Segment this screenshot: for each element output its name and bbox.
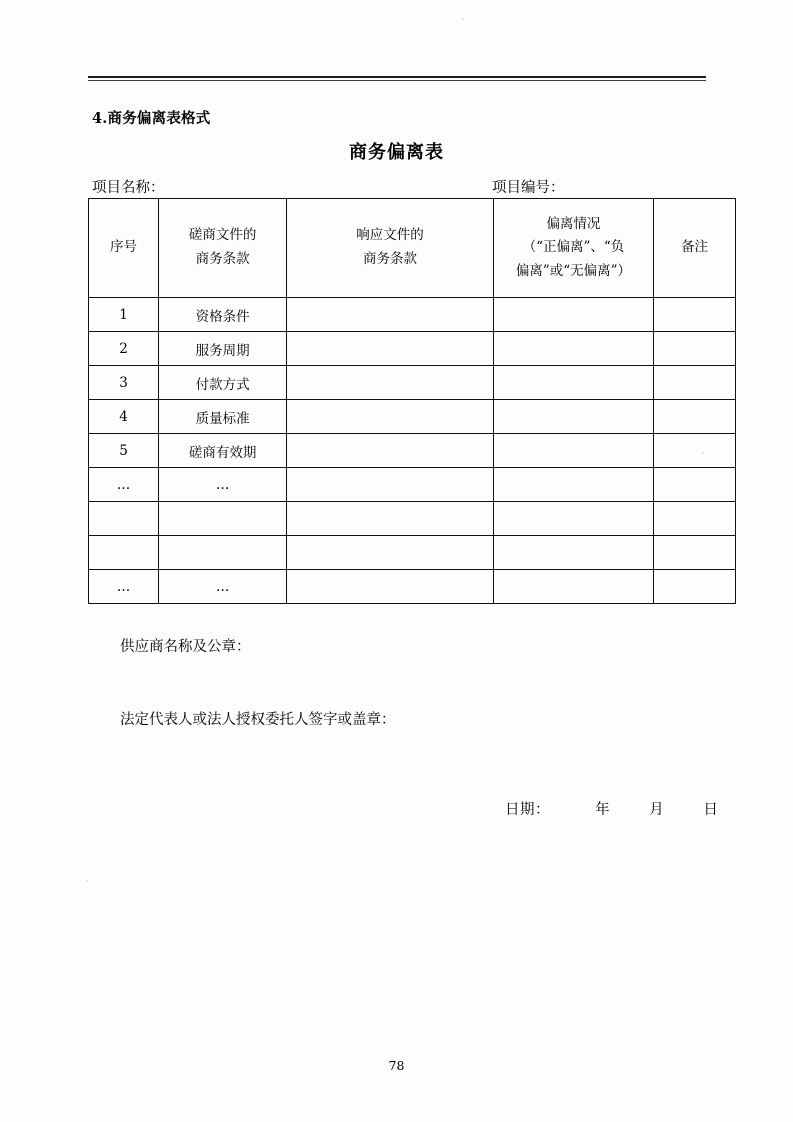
cell-response[interactable] xyxy=(287,536,494,570)
header-rule-thin xyxy=(88,80,706,81)
cell-seq: 2 xyxy=(89,332,159,366)
header-cell-negotiation-clause xyxy=(159,199,287,298)
date-day-label: 日 xyxy=(703,802,719,818)
page-number: 78 xyxy=(388,1058,405,1073)
cell-clause[interactable] xyxy=(159,502,287,536)
table-row xyxy=(89,468,736,502)
cell-remark[interactable] xyxy=(654,468,736,502)
cell-remark[interactable] xyxy=(654,400,736,434)
header-negotiation-line2: 商务条款 xyxy=(195,251,250,267)
cell-deviation[interactable] xyxy=(493,434,653,468)
header-cell-seq: 序号 xyxy=(89,199,159,298)
cell-remark[interactable] xyxy=(654,502,736,536)
header-cell-deviation xyxy=(493,199,653,298)
cell-deviation[interactable] xyxy=(493,298,653,332)
cell-response[interactable] xyxy=(287,434,494,468)
scan-speck xyxy=(462,18,464,20)
cell-clause: 磋商有效期 xyxy=(159,434,287,468)
header-deviation-line1: 偏离情况 xyxy=(546,215,601,232)
supplier-seal-label: 供应商名称及公章： xyxy=(120,639,251,655)
cell-seq: 3 xyxy=(89,366,159,400)
date-month-label: 月 xyxy=(649,802,665,818)
cell-seq: 5 xyxy=(89,434,159,468)
cell-deviation[interactable] xyxy=(493,502,653,536)
cell-deviation[interactable] xyxy=(493,536,653,570)
header-negotiation-line1: 磋商文件的 xyxy=(188,227,257,244)
cell-response[interactable] xyxy=(287,366,494,400)
table-row xyxy=(89,366,736,400)
cell-seq[interactable] xyxy=(89,502,159,536)
cell-deviation[interactable] xyxy=(493,366,653,400)
cell-clause: 质量标准 xyxy=(159,400,287,434)
cell-seq[interactable] xyxy=(89,536,159,570)
table-row xyxy=(89,502,736,536)
cell-clause: 资格条件 xyxy=(159,298,287,332)
table-header-row xyxy=(89,199,736,298)
cell-remark[interactable] xyxy=(654,366,736,400)
cell-seq: 4 xyxy=(89,400,159,434)
header-cell-remark: 备注 xyxy=(654,199,736,298)
table-row xyxy=(89,400,736,434)
date-line xyxy=(505,798,752,819)
scan-speck xyxy=(702,452,704,454)
table-row xyxy=(89,332,736,366)
section-heading: 4.商务偏离表格式 xyxy=(92,110,211,127)
table-row xyxy=(89,570,736,604)
cell-deviation[interactable] xyxy=(493,468,653,502)
cell-remark[interactable] xyxy=(654,536,736,570)
cell-clause: 付款方式 xyxy=(159,366,287,400)
cell-deviation[interactable] xyxy=(493,570,653,604)
cell-response[interactable] xyxy=(287,570,494,604)
cell-seq: … xyxy=(89,468,159,502)
header-response-line1: 响应文件的 xyxy=(356,227,424,244)
cell-remark[interactable] xyxy=(654,434,736,468)
cell-response[interactable] xyxy=(287,400,494,434)
signature-block xyxy=(120,635,396,729)
cell-deviation[interactable] xyxy=(493,400,653,434)
header-cell-response-clause xyxy=(287,199,494,298)
cell-response[interactable] xyxy=(287,468,494,502)
cell-remark[interactable] xyxy=(654,298,736,332)
deviation-table xyxy=(88,198,736,604)
cell-remark[interactable] xyxy=(654,570,736,604)
legal-representative-label: 法定代表人或法人授权委托人签字或盖章： xyxy=(120,712,396,728)
date-label: 日期： xyxy=(505,802,550,818)
project-number-label: 项目编号： xyxy=(492,180,565,196)
cell-response[interactable] xyxy=(287,332,494,366)
header-deviation-line2: （“正偏离”、“负 xyxy=(522,239,625,256)
page-title: 商务偏离表 xyxy=(349,142,444,163)
header-rule-thick xyxy=(88,76,706,78)
project-name-label: 项目名称： xyxy=(92,180,165,196)
cell-clause[interactable] xyxy=(159,536,287,570)
scan-speck xyxy=(86,880,88,882)
table-row xyxy=(89,434,736,468)
table-row xyxy=(89,298,736,332)
header-deviation-line3: 偏离”或“无偏离”） xyxy=(515,262,632,279)
cell-remark[interactable] xyxy=(654,332,736,366)
cell-clause: … xyxy=(159,570,287,604)
header-response-line2: 商务条款 xyxy=(362,251,417,267)
header-double-rule xyxy=(88,76,706,81)
cell-response[interactable] xyxy=(287,502,494,536)
cell-clause: … xyxy=(159,468,287,502)
cell-seq: 1 xyxy=(89,298,159,332)
table-row xyxy=(89,536,736,570)
cell-response[interactable] xyxy=(287,298,494,332)
cell-clause: 服务周期 xyxy=(159,332,287,366)
cell-deviation[interactable] xyxy=(493,332,653,366)
cell-seq: … xyxy=(89,570,159,604)
date-year-label: 年 xyxy=(595,802,611,818)
